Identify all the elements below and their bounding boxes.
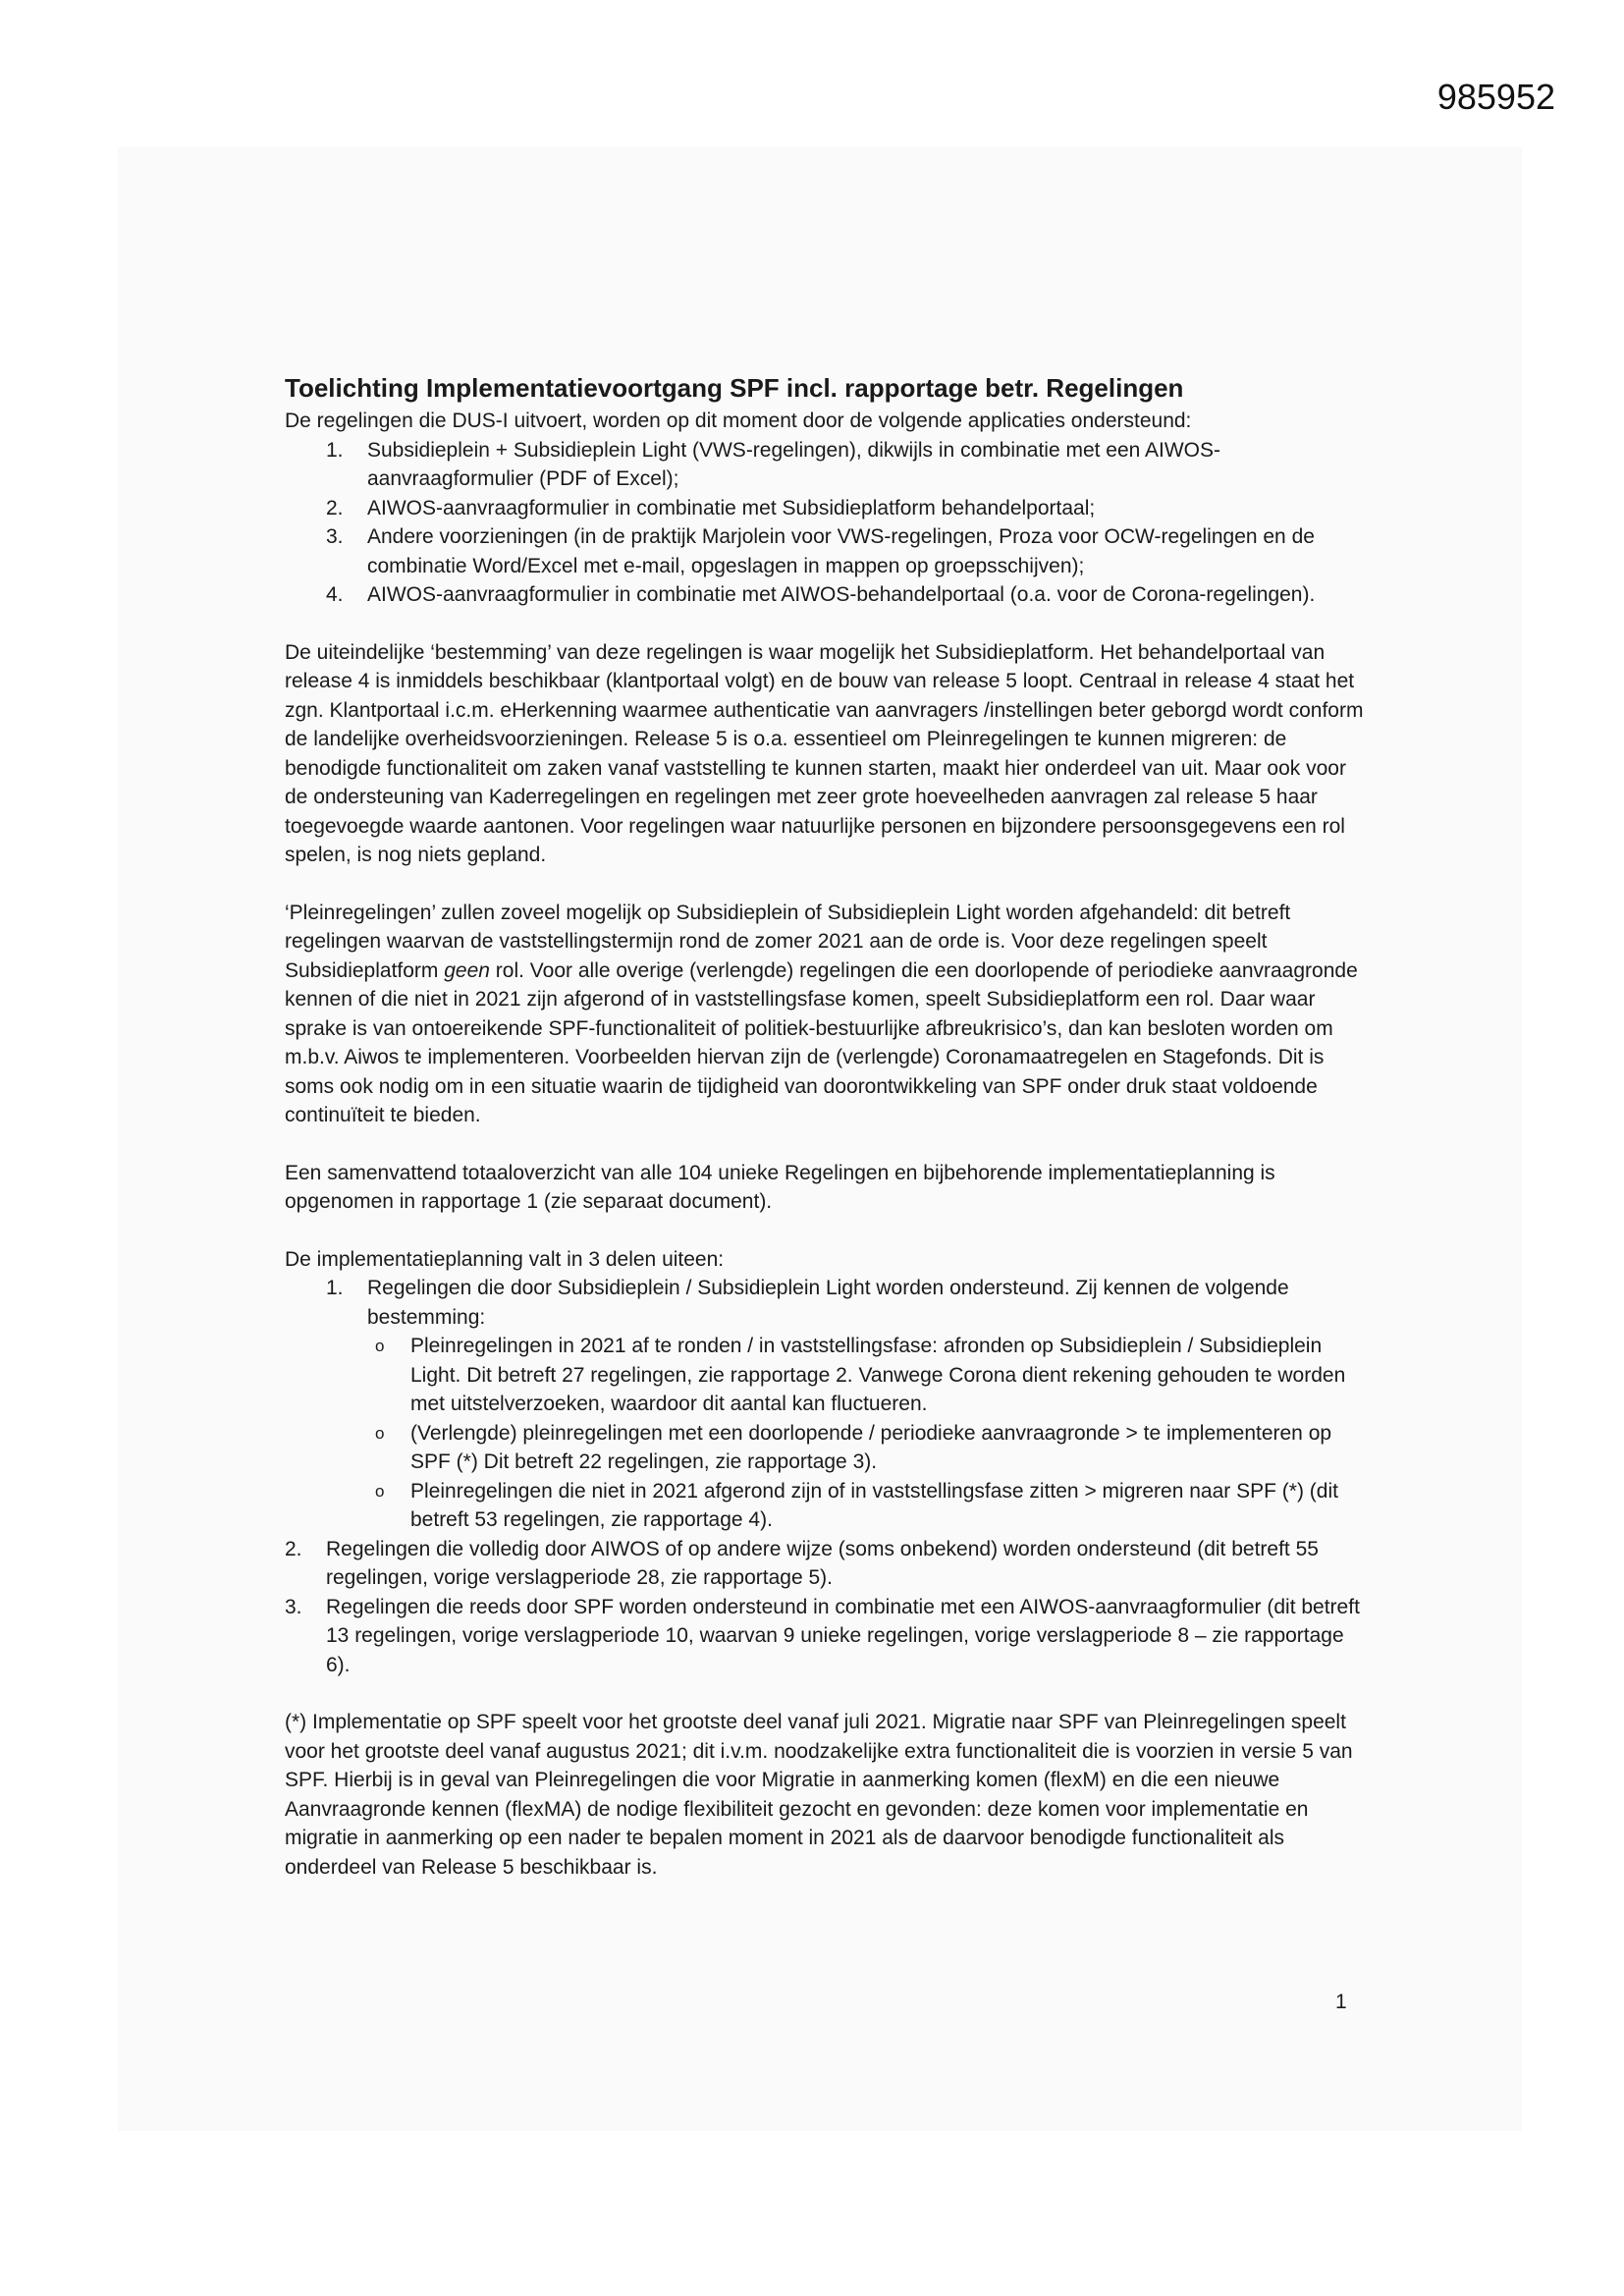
document-body [285, 371, 1365, 1882]
sub-list-item [367, 1419, 1365, 1477]
paragraph-pleinregelingen [285, 899, 1365, 1130]
paragraph-bestemming: De uiteindelijke ‘bestemming’ van deze regelingen is waar mogelijk het Subsidieplatform. Het behandelportaal van release 4 is inmiddels beschikbaar (klantportaal volgt) en de bouw van release 5 loopt. Centraal in release 4 staat het zgn. Klantportaal i.c.m. eHerkenning waarmee authenticatie van aanvragers /instellingen beter geborgd wordt conform de landelijke overheidsvoorzieningen. Release 5 is o.a. essentieel om Pleinregelingen te kunnen migreren: de benodigde functionaliteit om zaken vanaf vaststelling te kunnen starten, maakt hier onderdeel van uit. Maar ook voor de ondersteuning van Kaderregelingen en regelingen met zeer grote hoeveelheden aanvragen zal release 5 haar toegevoegde waarde aantonen. Voor regelingen waar natuurlijke personen en bijzondere persoonsgegevens een rol spelen, is nog niets gepland. [285, 640, 1364, 866]
sub-list-item [367, 1477, 1365, 1535]
list-text: Andere voorzieningen (in de praktijk Marjolein voor VWS-regelingen, Proza voor OCW-regelingen en de combinatie Word/Excel met e-mail, opgeslagen in mappen op groepsschijven); [367, 525, 1315, 577]
applications-list [285, 436, 1365, 610]
list-item [285, 1274, 1365, 1332]
sub-list-text: Pleinregelingen die niet in 2021 afgerond zijn of in vaststellingsfase zitten > migreren naar SPF (*) (dit betreft 53 regelingen, zie rapportage 4). [410, 1479, 1338, 1531]
list-item [285, 1535, 1365, 1593]
list-item [285, 1593, 1365, 1680]
list-text: Subsidieplein + Subsidieplein Light (VWS-regelingen), dikwijls in combinatie met een AIWOS-aanvraagformulier (PDF of Excel); [367, 438, 1221, 490]
paragraph-text: ‘Pleinregelingen’ zullen zoveel mogelijk op Subsidieplein of Subsidieplein Light worden afgehandeld: dit betreft regelingen waarvan de vaststellingstermijn rond de zomer 2021 aan de orde is. Voor deze regelingen speelt Subsidieplatform [285, 901, 1291, 982]
list-text: AIWOS-aanvraagformulier in combinatie met AIWOS-behandelportaal (o.a. voor de Corona-regelingen). [367, 583, 1316, 606]
intro-text: De regelingen die DUS-I uitvoert, worden op dit moment door de volgende applicaties ondersteund: [285, 410, 1192, 432]
sub-list-item [367, 1332, 1365, 1419]
list-item [285, 494, 1365, 523]
list-text: Regelingen die door Subsidieplein / Subsidieplein Light worden ondersteund. Zij kennen de volgende bestemming: [367, 1277, 1289, 1329]
list-number: 4. [326, 583, 344, 606]
list-number: 3. [285, 1595, 302, 1618]
list-item [285, 580, 1365, 610]
sub-list-text: Pleinregelingen in 2021 af te ronden / in vaststellingsfase: afronden op Subsidieplein / Subsidieplein Light. Dit betreft 27 regelingen, zie rapportage 2. Vanwege Corona dient rekening gehouden te worden met uitstelverzoeken, waardoor dit aantal kan fluctueren. [410, 1335, 1346, 1415]
list-text: AIWOS-aanvraagformulier in combinatie met Subsidieplatform behandelportaal; [367, 496, 1096, 519]
paragraph-totaaloverzicht: Een samenvattend totaaloverzicht van alle 104 unieke Regelingen en bijbehorende implementatieplanning is opgenomen in rapportage 1 (zie separaat document). [285, 1161, 1275, 1213]
list-item [285, 436, 1365, 494]
list-text: Regelingen die volledig door AIWOS of op andere wijze (soms onbekend) worden ondersteund (dit betreft 55 regelingen, vorige verslagperiode 28, zie rapportage 5). [326, 1537, 1319, 1589]
list-number: 2. [326, 496, 344, 519]
document-title: Toelichting Implementatievoortgang SPF incl. rapportage betr. Regelingen [285, 373, 1184, 403]
list-item [285, 522, 1365, 580]
sub-list-text: (Verlengde) pleinregelingen met een doorlopende / periodieke aanvraagronde > te implementeren op SPF (*) Dit betreft 22 regelingen, zie rapportage 3). [410, 1421, 1332, 1473]
bullet-icon: o [375, 1337, 385, 1355]
emphasis-text: geen [444, 958, 490, 982]
list-number: 3. [326, 525, 344, 548]
footnote: (*) Implementatie op SPF speelt voor het grootste deel vanaf juli 2021. Migratie naar SPF van Pleinregelingen speelt voor het grootste deel vanaf augustus 2021; dit i.v.m. noodzakelijke extra functionaliteit die is voorzien in versie 5 van SPF. Hierbij is in geval van Pleinregelingen die voor Migratie in aanmerking komen (flexM) en die een nieuwe Aanvraagronde kennen (flexMA) de nodige flexibiliteit gezocht en gevonden: deze komen voor implementatie en migratie in aanmerking op een nader te bepalen moment in 2021 als de daarvoor benodigde functionaliteit als onderdeel van Release 5 beschikbaar is. [285, 1711, 1353, 1879]
list-text: Regelingen die reeds door SPF worden ondersteund in combinatie met een AIWOS-aanvraagformulier (dit betreft 13 regelingen, vorige verslagperiode 10, waarvan 9 unieke regelingen, vorige verslagperiode 8 – zie rapportage 6). [326, 1595, 1360, 1676]
paragraph-text: rol. Voor alle overige (verlengde) regelingen die een doorlopende of periodieke aanvraagronde kennen of die niet in 2021 zijn afgerond of in vaststellingsfase komen, speelt Subsidieplatform een rol. Daar waar sprake is van ontoereikende SPF-functionaliteit of politiek-bestuurlijke afbreukrisico’s, dan kan besloten worden om m.b.v. Aiwos te implementeren. Voorbeelden hiervan zijn de (verlengde) Coronamaatregelen en Stagefonds. Dit is soms ook nodig om in een situatie waarin de tijdigheid van doorontwikkeling van SPF onder druk staat voldoende continuïteit te bieden. [285, 958, 1358, 1126]
bullet-icon: o [375, 1481, 385, 1501]
planning-list [285, 1274, 1365, 1679]
list-number: 1. [326, 438, 344, 462]
page-number: 1 [1335, 1991, 1347, 2013]
planning-intro: De implementatieplanning valt in 3 delen uiteen: [285, 1247, 725, 1271]
bullet-icon: o [375, 1423, 385, 1443]
list-number: 1. [326, 1277, 344, 1299]
document-id: 985952 [1436, 77, 1555, 117]
list-number: 2. [285, 1537, 302, 1560]
